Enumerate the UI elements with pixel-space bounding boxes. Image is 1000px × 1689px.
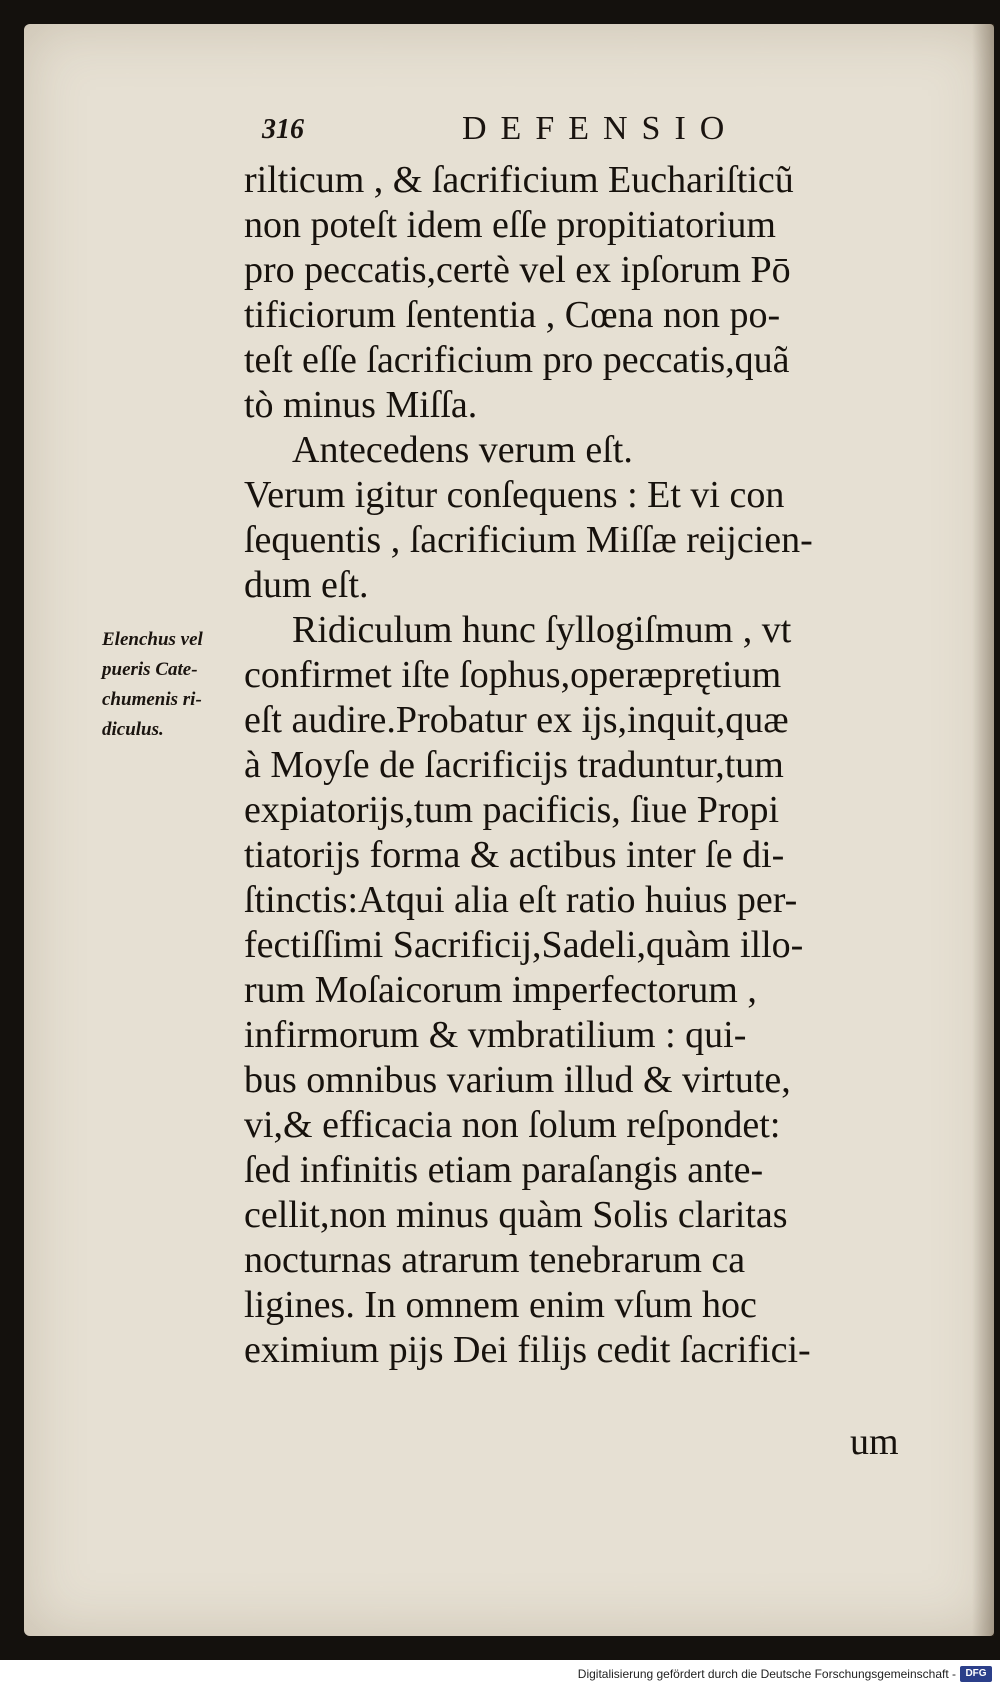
marginal-note-line: pueris Cate-	[102, 659, 198, 680]
text-line: confirmet iſte ſophus,operæprętium	[244, 654, 782, 696]
text-line: eſt audire.Probatur ex ijs,inquit,quæ	[244, 699, 789, 741]
marginal-note-line: diculus.	[102, 719, 164, 740]
footer-bar	[0, 1660, 1000, 1689]
text-line: teſt eſſe ſacrificium pro peccatis,quã	[244, 339, 790, 381]
marginal-note-line: Elenchus vel	[102, 629, 203, 650]
text-line: tificiorum ſententia , Cœna non po-	[244, 294, 781, 336]
page-number: 316	[262, 114, 304, 145]
catchword: um	[850, 1421, 899, 1463]
text-line: tò minus Miſſa.	[244, 384, 478, 426]
digitization-credit: Digitalisierung gefördert durch die Deutsche Forschungsgemeinschaft -	[577, 1667, 956, 1681]
marginal-note-line: chumenis ri-	[102, 689, 202, 710]
text-line: ſed infinitis etiam paraſangis ante-	[244, 1149, 764, 1191]
text-line: eximium pijs Dei filijs cedit ſacrifici-	[244, 1329, 811, 1371]
marginal-note	[102, 625, 262, 745]
text-line: ligines. In omnem enim vſum hoc	[244, 1284, 757, 1326]
page-edge-shadow	[972, 24, 994, 1636]
text-line: ſtinctis:Atqui alia eſt ratio huius per-	[244, 879, 798, 921]
text-line: infirmorum & vmbratilium : qui-	[244, 1014, 747, 1056]
text-line: fectiſſimi Sacrificij,Sadeli,quàm illo-	[244, 924, 804, 966]
dfg-logo: DFG	[960, 1666, 992, 1682]
text-line: ſequentis , ſacrificium Miſſæ reijcien-	[244, 519, 813, 561]
text-line: bus omnibus varium illud & virtute,	[244, 1059, 791, 1101]
text-line: Antecedens verum eſt.	[292, 429, 633, 471]
text-line: à Moyſe de ſacrificijs traduntur,tum	[244, 744, 784, 786]
running-head	[262, 110, 922, 150]
text-line: tiatorijs forma & actibus inter ſe di-	[244, 834, 785, 876]
text-line: non poteſt idem eſſe propitiatorium	[244, 204, 776, 246]
text-line: cellit,non minus quàm Solis claritas	[244, 1194, 788, 1236]
text-line: rilticum , & ſacrificium Euchariſticũ	[244, 159, 794, 201]
text-line: expiatorijs,tum pacificis, ſiue Propi	[244, 789, 780, 831]
text-line: Ridiculum hunc ſyllogiſmum , vt	[292, 609, 792, 651]
text-line: rum Moſaicorum imperfectorum ,	[244, 969, 757, 1011]
text-line: dum eſt.	[244, 564, 369, 606]
text-line: pro peccatis,certè vel ex ipſorum Pō	[244, 249, 791, 291]
body-text	[244, 158, 944, 1373]
text-line: vi,& efficacia non ſolum reſpondet:	[244, 1104, 781, 1146]
text-line: nocturnas atrarum tenebrarum ca	[244, 1239, 746, 1281]
text-line: Verum igitur conſequens : Et vi con	[244, 474, 785, 516]
running-head-title: DEFENSIO	[462, 110, 739, 147]
